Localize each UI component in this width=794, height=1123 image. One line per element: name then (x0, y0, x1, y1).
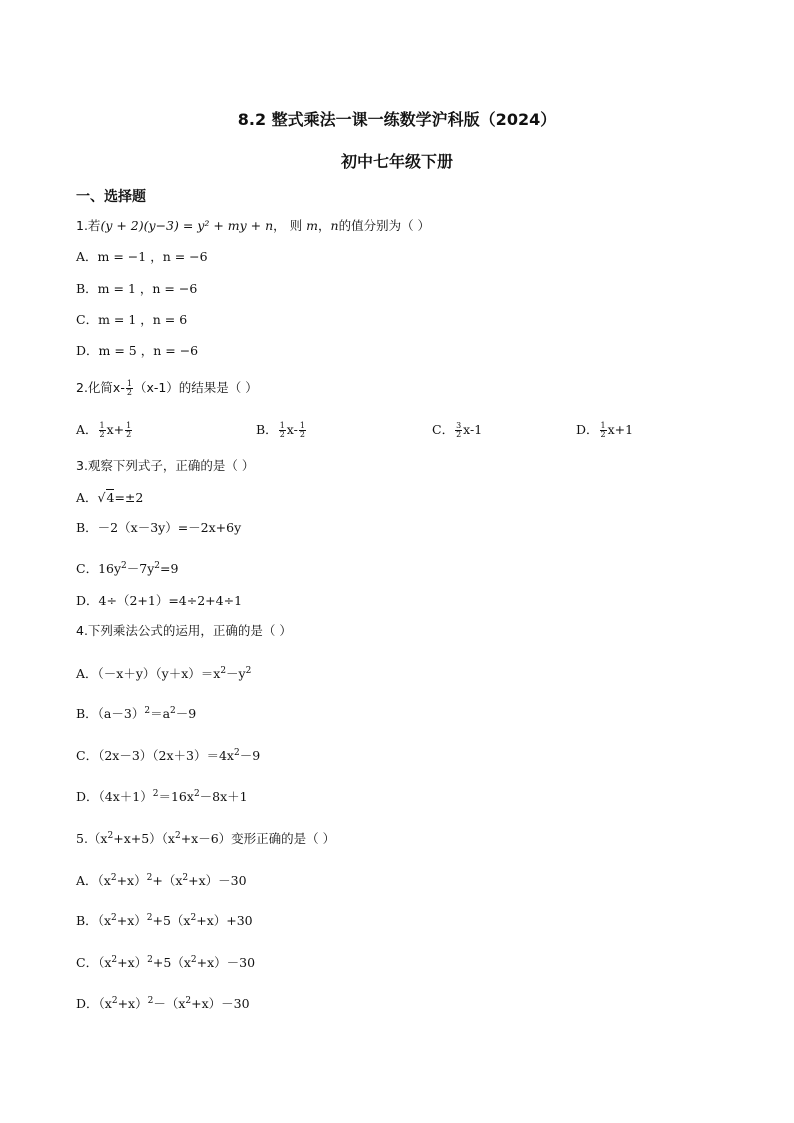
question-3-stem: 3.观察下列式子，正确的是（ ） (76, 458, 255, 473)
fraction: $\frac{1}{2}$ (126, 379, 132, 397)
question-1-option-c: C．m = 1 ，n = 6 (76, 312, 188, 327)
question-1-option-b: B．m = 1 ，n = −6 (76, 281, 198, 296)
question-2-option-a: A． $\frac{1}{2}$ x+ $\frac{1}{2}$ (76, 421, 132, 439)
question-1-option-d: D．m = 5 ，n = −6 (76, 343, 199, 358)
question-3-option-b: B．－2（x－3y）=－2x+6y (76, 520, 242, 535)
question-4-option-d: D．$(4x+1)^2=16x^2-8x+1$ (76, 789, 248, 804)
question-2-stem: 2.化简x- $\frac{1}{2}$ （x-1）的结果是（ ） (76, 379, 258, 397)
question-5-option-d: D．$(x^2+x)^2-(x^2+x)-30$ (76, 996, 250, 1011)
question-2-option-d: D． $\frac{1}{2}$ x+1 (576, 421, 634, 439)
sqrt-icon: √ (97, 490, 106, 505)
question-5-stem: $5.(x^2+x+5)(x^2+x-6)$变形正确的是（ ） (76, 831, 336, 846)
question-1-option-a: A．m = −1 ，n = −6 (76, 249, 208, 264)
question-4-option-a: A．$(-x+y)(y+x)=x^2-y^2$ (76, 666, 252, 681)
question-3-option-a: A．√4=±2 (76, 490, 144, 505)
question-3-option-d: D．4÷（2+1）=4÷2+4÷1 (76, 593, 243, 608)
question-3-option-c: C．$16y^2-7y^2=9$ (76, 561, 179, 576)
question-4-option-b: B．$(a-3)^2=a^2-9$ (76, 706, 197, 721)
section-heading: 一、选择题 (76, 189, 146, 205)
question-5-option-c: C．$(x^2+x)^2+5(x^2+x)-30$ (76, 955, 256, 970)
question-2-option-b: B． $\frac{1}{2}$ x- $\frac{1}{2}$ (256, 421, 305, 439)
question-5-option-a: A．$(x^2+x)^2+(x^2+x)-30$ (76, 873, 247, 888)
document-title: 8.2 整式乘法一课一练数学沪科版（2024） (237, 110, 557, 129)
question-5-option-b: B．$(x^2+x)^2+5(x^2+x)+30$ (76, 913, 253, 928)
question-1-stem: 1.若(y + 2)(y−3) = y² + my + n， 则 m，n的值分别为（ ） (76, 218, 431, 233)
document-subtitle: 初中七年级下册 (340, 152, 453, 171)
question-4-option-c: C．$(2x-3)(2x+3)=4x^2-9$ (76, 748, 261, 763)
question-2-option-c: C． $\frac{3}{2}$ x-1 (432, 421, 483, 439)
question-4-stem: 4.下列乘法公式的运用，正确的是（ ） (76, 623, 292, 638)
